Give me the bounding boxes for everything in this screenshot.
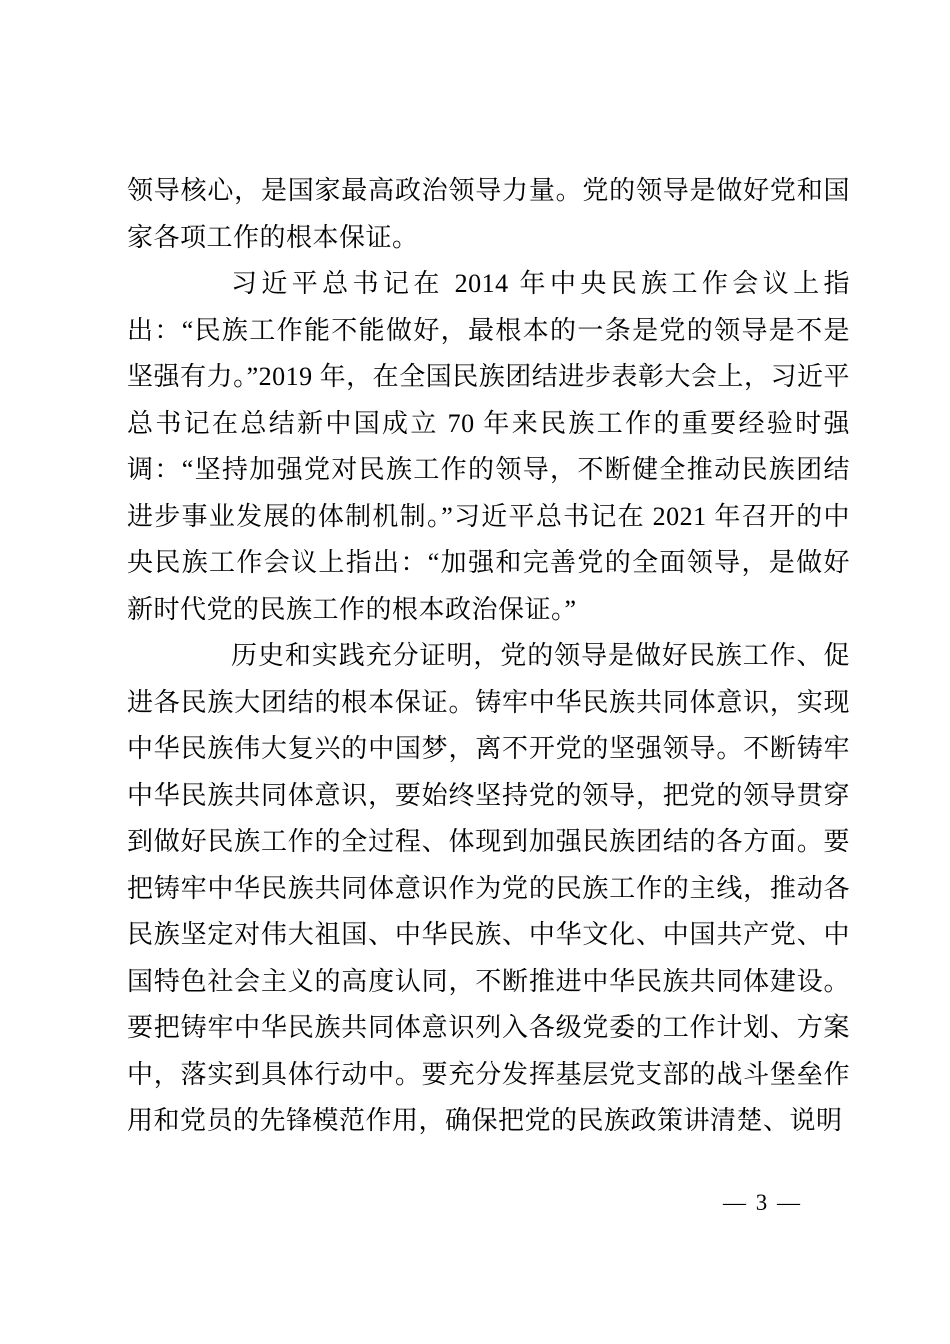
document-body	[127, 168, 850, 1145]
paragraph: 习近平总书记在 2014 年中央民族工作会议上指出：“民族工作能不能做好，最根本的一条是党的领导是不是坚强有力。”2019 年，在全国民族团结进步表彰大会上，习近平总书记在总结新中国成立 70 年来民族工作的重要经验时强调：“坚持加强党对民族工作的领导，不断健全推动民族团结进步事业发展的体制机制。”习近平总书记在 2021 年召开的中央民族工作会议上指出：“加强和完善党的全面领导，是做好新时代党的民族工作的根本政治保证。”	[127, 269, 850, 624]
paragraph: 领导核心，是国家最高政治领导力量。党的领导是做好党和国家各项工作的根本保证。	[127, 176, 850, 252]
paragraph: 历史和实践充分证明，党的领导是做好民族工作、促进各民族大团结的根本保证。铸牢中华民族共同体意识，实现中华民族伟大复兴的中国梦，离不开党的坚强领导。不断铸牢中华民族共同体意识，要始终坚持党的领导，把党的领导贯穿到做好民族工作的全过程、体现到加强民族团结的各方面。要把铸牢中华民族共同体意识作为党的民族工作的主线，推动各民族坚定对伟大祖国、中华民族、中华文化、中国共产党、中国特色社会主义的高度认同，不断推进中华民族共同体建设。要把铸牢中华民族共同体意识列入各级党委的工作计划、方案中，落实到具体行动中。要充分发挥基层党支部的战斗堡垒作用和党员的先锋模范作用，确保把党的民族政策讲清楚、说明	[127, 641, 850, 1135]
page-number: — 3 —	[723, 1190, 802, 1215]
